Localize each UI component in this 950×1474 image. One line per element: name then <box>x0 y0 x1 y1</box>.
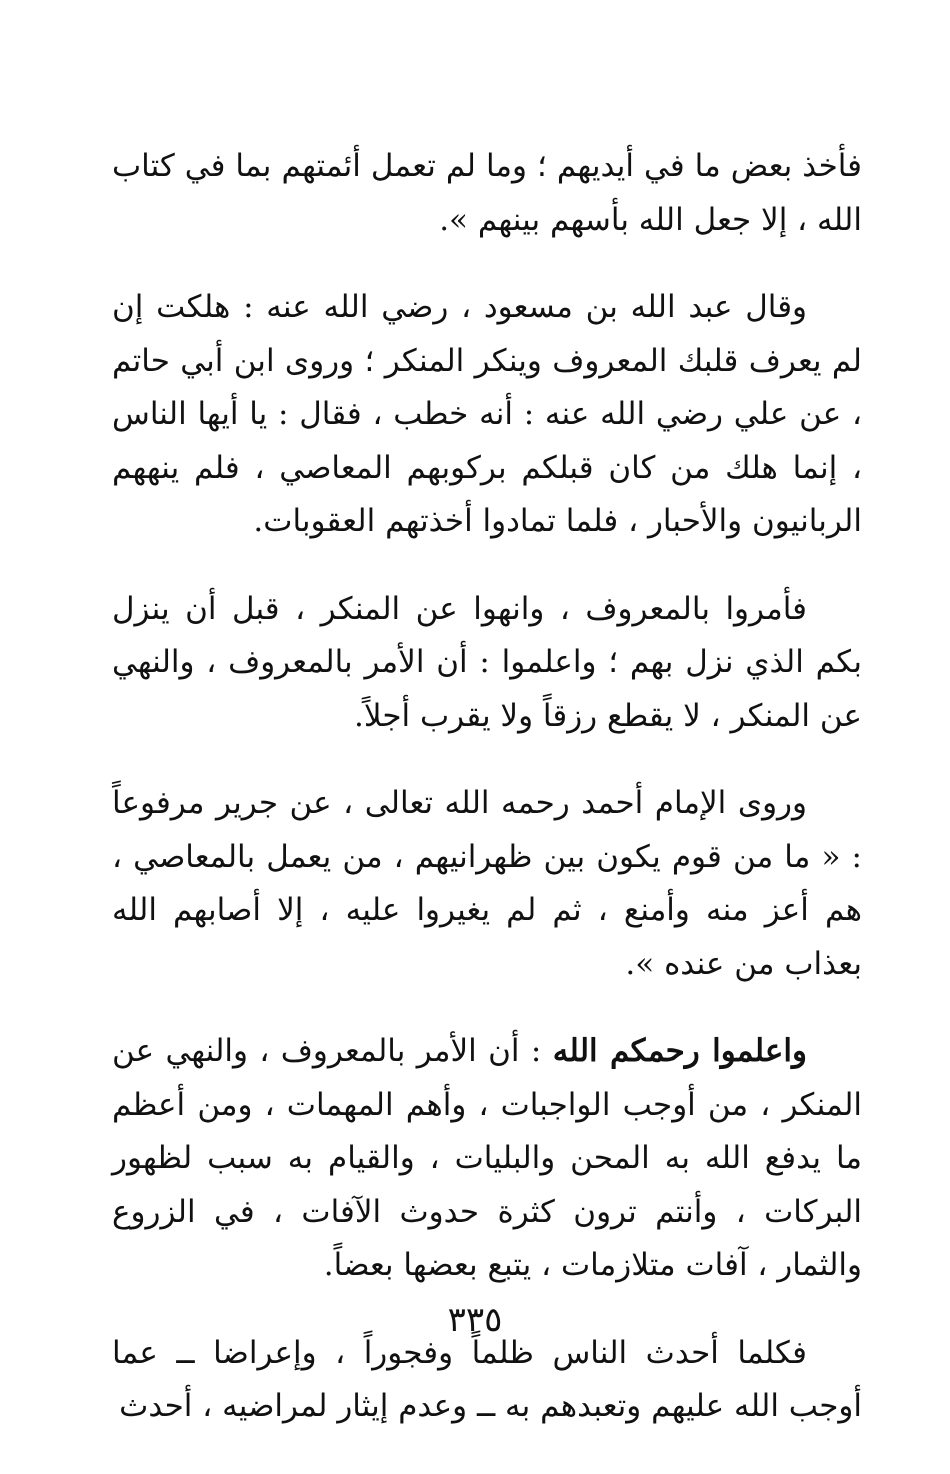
paragraph-6 <box>112 1327 862 1434</box>
paragraph-4 <box>112 777 862 991</box>
paragraph-5 <box>112 1025 862 1293</box>
paragraph-1 <box>112 140 862 247</box>
paragraph-5-lead: واعلموا رحمكم الله <box>552 1033 807 1069</box>
paragraph-3-text: فأمروا بالمعروف ، وانهوا عن المنكر ، قبل أن ينزل بكم الذي نزل بهم ؛ واعلموا : أن الأمر بالمعروف ، والنهي عن المنكر ، لا يقطع رزقاً ولا يقرب أجلاً. <box>112 590 862 734</box>
paragraph-3 <box>112 583 862 744</box>
paragraph-5-text: : أن الأمر بالمعروف ، والنهي عن المنكر ، من أوجب الواجبات ، وأهم المهمات ، ومن أعظم ما يدفع الله به المحن والبليات ، والقيام به سبب لظهور البركات ، وأنتم ترون كثرة حدوث الآفات ، في الزروع والثمار ، آفات متلازمات ، يتبع بعضها بعضاً. <box>112 1033 862 1283</box>
paragraph-6-text: فكلما أحدث الناس ظلماً وفجوراً ، وإعراضا ــ عما أوجب الله عليهم وتعبدهم به ــ وعدم إيثار لمراضيه ، أحدث <box>112 1334 862 1424</box>
paragraph-1-text: فأخذ بعض ما في أيديهم ؛ وما لم تعمل أئمتهم بما في كتاب الله ، إلا جعل الله بأسهم بينهم ». <box>112 148 862 238</box>
page-body <box>112 140 862 1434</box>
paragraph-2-text: وقال عبد الله بن مسعود ، رضي الله عنه : هلكت إن لم يعرف قلبك المعروف وينكر المنكر ؛ وروى ابن أبي حاتم ، عن علي رضي الله عنه : أنه خطب ، فقال : يا أيها الناس ، إنما هلك من كان قبلكم بركوبهم المعاصي ، فلم ينههم الربانيون والأحبار ، فلما تمادوا أخذتهم العقوبات. <box>112 289 862 539</box>
paragraph-2 <box>112 281 862 549</box>
paragraph-4-text: وروى الإمام أحمد رحمه الله تعالى ، عن جرير مرفوعاً : « ما من قوم يكون بين ظهرانيهم ، من يعمل بالمعاصي ، هم أعز منه وأمنع ، ثم لم يغيروا عليه ، إلا أصابهم الله بعذاب من عنده ». <box>112 785 862 982</box>
page-number: ٣٣٥ <box>447 1300 503 1340</box>
